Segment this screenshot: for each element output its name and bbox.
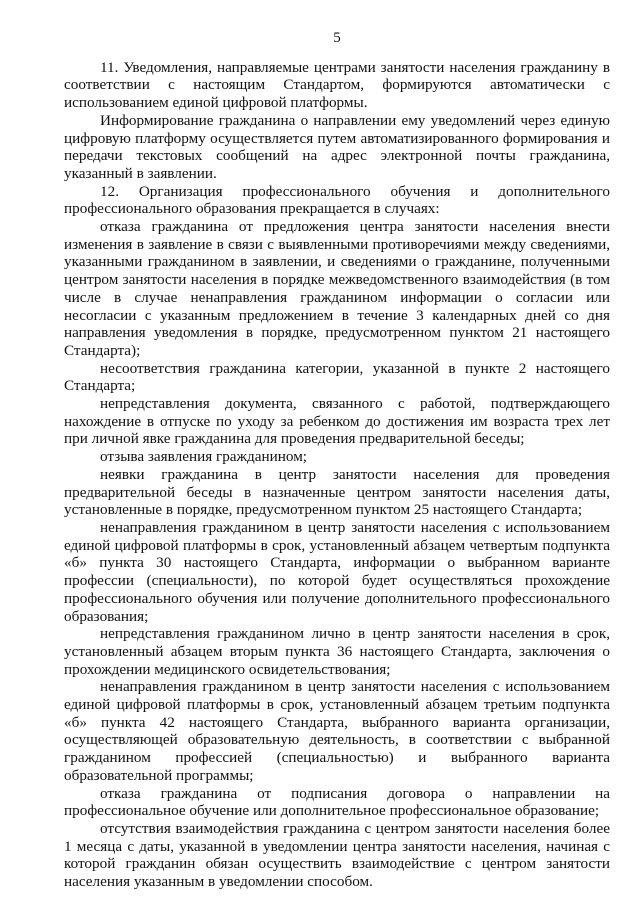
- paragraph-case-no-document: непредставления документа, связанного с работой, подтверждающего нахождение в отпуске по уходу за ребенком до достижения им возраста трех лет при личной явке гражданина для проведения предварительной беседы;: [64, 395, 610, 448]
- paragraph-termination-intro: 12. Организация профессионального обучения и дополнительного профессионального образования прекращается в случаях:: [64, 182, 610, 218]
- page-number: 5: [333, 30, 341, 46]
- paragraph-case-category-mismatch: несоответствия гражданина категории, указанной в пункте 2 настоящего Стандарта;: [64, 359, 610, 395]
- paragraph-case-no-profession-choice: ненаправления гражданином в центр занятости населения с использованием единой цифровой платформы в срок, установленный абзацем четвертым подпункта «б» пункта 30 настоящего Стандарта, информации о выбранном варианте профессии (специальности), по которой будет осуществляться прохождение профессионального обучения или получение дополнительного профессионального образования;: [64, 518, 610, 625]
- paragraph-case-refusal-changes: отказа гражданина от предложения центра занятости населения внести изменения в заявление в связи с выявленными противоречиями между сведениями, указанными гражданином в заявлении, и сведениями о гражданине, полученными центром занятости населения в порядке межведомственного взаимодействия (в том числе в случае ненаправления гражданином информации о согласии или несогласии с указанным предложением в течение 3 календарных дней со дня направления уведомления в порядке, предусмотренном пунктом 21 настоящего Стандарта);: [64, 218, 610, 359]
- document-page: [64, 30, 610, 891]
- paragraph-case-no-organization-choice: ненаправления гражданином в центр занятости населения с использованием единой цифровой платформы в срок, установленный абзацем третьим подпункта «б» пункта 42 настоящего Стандарта, выбранного варианта организации, осуществляющей образовательную деятельность, в соответствии с выбранной гражданином профессией (специальностью) и выбранного варианта образовательной программы;: [64, 678, 610, 784]
- paragraph-case-contract-refusal: отказа гражданина от подписания договора о направлении на профессиональное обучение или дополнительное профессиональное образование;: [64, 784, 610, 820]
- paragraph-notifications: 11. Уведомления, направляемые центрами занятости населения гражданину в соответствии с настоящим Стандартом, формируются автоматически с использованием единой цифровой платформы.: [64, 58, 610, 112]
- paragraph-case-no-medical: непредставления гражданином лично в центр занятости населения в срок, установленный абзацем вторым пункта 36 настоящего Стандарта, заключения о прохождении медицинского освидетельствования;: [64, 625, 610, 678]
- paragraph-informing: Информирование гражданина о направлении ему уведомлений через единую цифровую платформу осуществляется путем автоматизированного формирования и передачи текстовых сообщений на адрес электронной почты гражданина, указанный в заявлении.: [64, 111, 610, 182]
- paragraph-case-withdrawal: отзыва заявления гражданином;: [100, 448, 308, 466]
- paragraph-case-no-interaction: отсутствия взаимодействия гражданина с центром занятости населения более 1 месяца с даты, указанной в уведомлении центра занятости населения, начиная с которой гражданин обязан осуществить взаимодействие с центром занятости населения указанным в уведомлении способом.: [64, 819, 610, 891]
- paragraph-case-no-show: неявки гражданина в центр занятости населения для проведения предварительной беседы в назначенные центром занятости населения даты, установленные в порядке, предусмотренном пунктом 25 настоящего Стандарта;: [64, 465, 610, 519]
